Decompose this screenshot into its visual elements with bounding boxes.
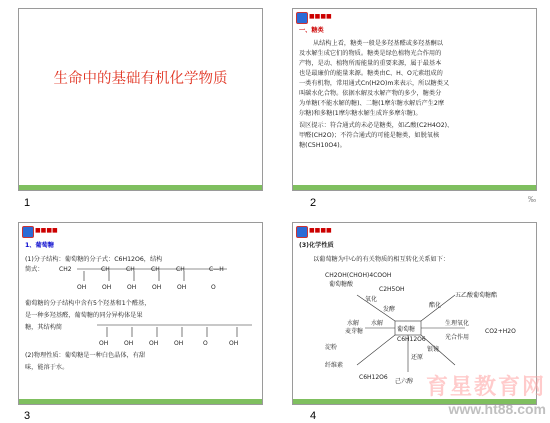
slide-2-line: 一类有机物，常用通式Cn(H2O)m来表示，所以糖类又 [299, 80, 450, 87]
slide-4-header: (3)化学性质 [299, 242, 334, 249]
slide-1-title: 生命中的基础有机化学物质 [53, 71, 228, 87]
node-center: 葡萄糖 [397, 326, 416, 333]
slide-3-line: 简式： [25, 266, 44, 273]
watermark-url: www.ht88.com [448, 401, 546, 417]
logo-label: ■■■■ [35, 227, 58, 234]
slide-3-footer-bar [19, 399, 262, 404]
svg-text:O: O [211, 284, 216, 291]
slide-2-line: 误区提示：符合通式的未必是糖类，如乙酸(C2H4O2)、 [299, 122, 454, 129]
node: 淀粉 [325, 344, 338, 351]
svg-text:CH2: CH2 [59, 266, 72, 273]
slide-3-header: 1、葡萄糖 [25, 242, 55, 249]
slide-3-line: (1)分子结构：葡萄糖的分子式：C6H12O6，结构 [25, 256, 163, 263]
slide-2-line: 叫碳水化合物。依据水解及水解产物的多少，糖类分 [299, 90, 442, 97]
slide-3-line: 葡萄糖的分子结构中含有5个羟基和1个醛基， [25, 300, 151, 307]
logo-label: ■■■■ [309, 227, 332, 234]
svg-text:CH: CH [176, 266, 185, 273]
slide-3-line: (2)物理性质：葡萄糖是一种白色晶体，有甜 [25, 352, 146, 359]
slide-1-number: 1 [24, 197, 31, 209]
node: CH2OH(CHOH)4COOH [325, 272, 392, 279]
slide-2-line: 也是最廉价的能量来源。糖类由C、H、O元素组成的 [299, 70, 443, 77]
svg-text:OH: OH [229, 340, 239, 347]
logo-label: ■■■■ [309, 13, 332, 20]
node: C6H12O6 [397, 336, 426, 343]
svg-text:CH: CH [126, 266, 135, 273]
node: 生理氧化 [445, 320, 470, 327]
slide-2-number: 2 [310, 197, 317, 209]
slide-3-line: 味，能溶于水。 [25, 364, 69, 371]
slide-2-line: 糖(C5H10O4)。 [299, 142, 346, 149]
fructose-structure-diagram [87, 317, 257, 347]
node: 己六醇 [395, 378, 414, 385]
svg-text:O: O [203, 340, 208, 347]
svg-text:OH: OH [149, 340, 159, 347]
svg-text:CH: CH [101, 266, 110, 273]
slide-2-line: 尔糖)和多糖(1摩尔糖水解生成许多摩尔糖)。 [299, 110, 422, 117]
node: C6H12O6 [359, 374, 388, 381]
node: 葡萄糖酸 [329, 281, 354, 288]
watermark-text: 育星教育网 [425, 375, 546, 400]
node: 纤维素 [325, 362, 344, 369]
slide-2-line: 及水解生成它们的物质。糖类是绿色植物光合作用的 [299, 50, 442, 57]
slide-2-line: 为单糖(不能水解的糖)、二糖(1摩尔糖水解后产生2摩 [299, 100, 445, 107]
slide-2-line: 产物，是动、植物所需能量的重要来源，属于最基本 [299, 60, 442, 67]
node: 还原 [411, 354, 424, 361]
slide-1-thumbnail[interactable] [18, 8, 263, 191]
svg-text:OH: OH [127, 284, 137, 291]
svg-text:OH: OH [174, 340, 184, 347]
node: 发酵 [383, 306, 396, 313]
node: C2H5OH [379, 286, 405, 293]
svg-text:CH: CH [151, 266, 160, 273]
svg-text:OH: OH [177, 284, 187, 291]
slide-1-footer-bar [19, 185, 262, 190]
slide-2-line: 甲醛(CH2O)；不符合通式的可能是糖类，如脱氧核 [299, 132, 440, 139]
node: 五乙酸葡萄糖酯 [455, 292, 498, 299]
svg-text:OH: OH [99, 340, 109, 347]
slide-2-header: 一、糖类 [299, 27, 324, 34]
svg-text:OH: OH [124, 340, 134, 347]
node: 水解 [371, 320, 384, 327]
logo-icon [296, 226, 308, 238]
svg-text:C—H: C—H [209, 266, 224, 273]
slide-2-thumbnail[interactable] [292, 8, 537, 191]
node: 氧化 [365, 296, 378, 303]
slide-2-line: 从结构上看，糖类一般是多羟基醛或多羟基酮以 [313, 40, 443, 47]
logo-icon [22, 226, 34, 238]
slide-3-line: 是一种多羟基醛，葡萄糖的同分异构体是果 [25, 312, 143, 319]
slide-3-line: 糖，其结构简 [25, 324, 63, 331]
slide-3-thumbnail[interactable] [18, 222, 263, 405]
node: CO2+H2O [485, 328, 516, 335]
slide-3-number: 3 [24, 410, 31, 422]
slide-2-corner-mark: ‰ [528, 195, 536, 204]
svg-text:OH: OH [152, 284, 162, 291]
node: 光合作用 [445, 334, 470, 341]
node: 麦芽糖 [345, 328, 364, 335]
node: 银镜 [427, 346, 440, 353]
slide-2-footer-bar [293, 185, 536, 190]
node: 水解 [347, 320, 360, 327]
slide-4-intro: 以葡萄糖为中心的有关物质的相互转化关系如下： [313, 256, 450, 263]
glucose-structure-diagram [59, 263, 259, 295]
slide-4-number: 4 [310, 410, 317, 422]
svg-text:OH: OH [102, 284, 112, 291]
logo-icon [296, 12, 308, 24]
svg-text:OH: OH [77, 284, 87, 291]
node: 酯化 [429, 302, 442, 309]
